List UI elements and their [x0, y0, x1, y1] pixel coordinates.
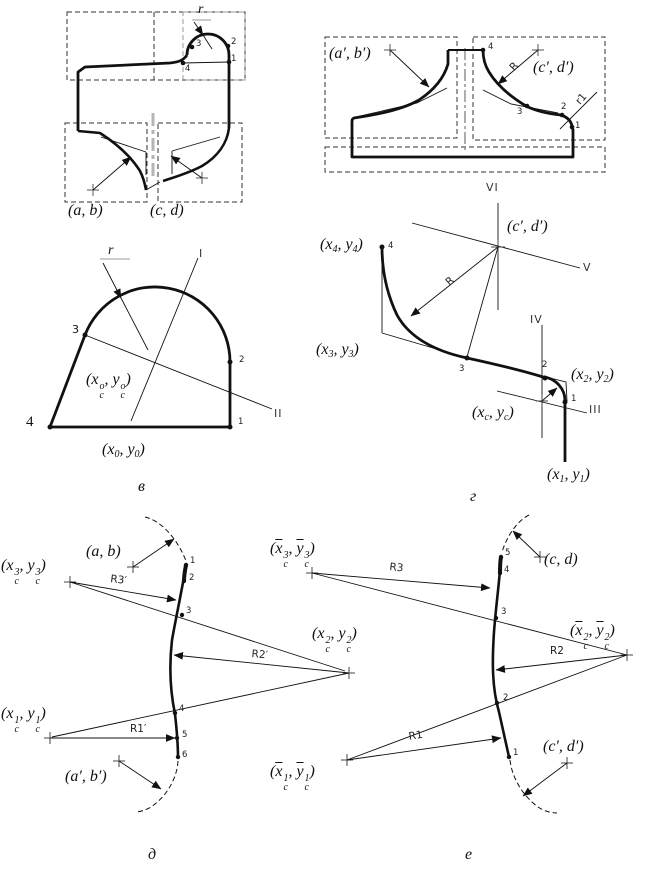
center-coords-label: (a′, b′) — [329, 45, 371, 62]
point-label: 5 — [505, 548, 511, 558]
arc-center-coords: ($\overline{x}$ 3 c , $\overline{y}$ 3 c ) — [270, 540, 315, 570]
radius-R-label: R — [507, 59, 522, 74]
arc-center-coords: (xc, yc) — [472, 404, 514, 423]
radius-R-label: R — [443, 274, 457, 289]
point-label: 1 — [231, 54, 237, 64]
point-label: 4 — [26, 414, 34, 430]
center-coords-label: (c′, d′) — [543, 738, 584, 755]
point-coords: (x4, y4) — [320, 236, 363, 255]
point-label: 3 — [186, 606, 192, 616]
radius-R3-label: R3 — [388, 561, 405, 575]
axis-VI-label: VI — [486, 181, 499, 194]
radius-r1-label: r1 — [573, 90, 590, 108]
point-label: 4 — [504, 565, 510, 575]
figure-g-fillet — [380, 203, 588, 462]
figure-e-spline — [306, 515, 633, 813]
arc-center-coords: (x 3 c , y 3 c ) — [1, 557, 46, 587]
point-label: 2 — [231, 37, 237, 47]
dashed-arc-bottom — [510, 760, 557, 813]
point-label: 2 — [542, 360, 548, 370]
point-label: 5 — [182, 730, 188, 740]
detail-boxes — [65, 12, 245, 202]
spline-curve — [493, 557, 509, 757]
point-label: 1 — [238, 417, 244, 427]
point-coords: (x3, y3) — [316, 341, 359, 360]
point-label: 6 — [182, 750, 188, 760]
axis-V-label: V — [583, 261, 592, 274]
arc-center-coords: ($\overline{x}$ 1 c , $\overline{y}$ 1 c ) — [270, 763, 315, 793]
point-label: 3 — [501, 607, 507, 617]
right-flank-curve — [163, 128, 229, 181]
arc-center-coords: (x 2 c , y 2 c ) — [312, 625, 357, 655]
center-coords-label: (c, d) — [150, 202, 184, 219]
point-coords: (x2, y2) — [571, 366, 614, 385]
radius-R2-label: R2′ — [251, 648, 269, 662]
figure-caption: е — [465, 846, 473, 863]
small-radius-arrow — [542, 388, 557, 401]
figure-v-dome — [48, 258, 273, 430]
point-label: 4 — [388, 241, 394, 251]
center-coords-label: (a, b) — [68, 202, 103, 219]
figure-a-head-profile — [65, 12, 245, 202]
radius-R1-label: R1′ — [130, 723, 147, 735]
profile-points — [48, 333, 233, 430]
point-label: 4 — [185, 64, 191, 74]
radius-lines — [312, 531, 627, 796]
center-crosses — [44, 561, 355, 767]
corner-arc — [543, 377, 565, 462]
point-label: 2 — [503, 693, 509, 703]
point-label: 2 — [189, 573, 195, 583]
profile-outline — [78, 55, 187, 131]
radius-R2-label: R2 — [550, 645, 564, 657]
point-label: 2 — [239, 355, 245, 365]
center-coords-label: (c′, d′) — [507, 218, 548, 235]
point-label: 1 — [513, 748, 519, 758]
point-label: 3 — [196, 39, 202, 49]
spline-thick-cap — [500, 557, 501, 573]
axis-IV-label: IV — [530, 313, 543, 326]
spline-thick-cap — [184, 565, 186, 581]
point-label: 3 — [72, 323, 79, 336]
construction-lines — [101, 62, 229, 175]
origin-coords: (x0, y0) — [102, 441, 145, 460]
radius-lines — [50, 539, 349, 789]
point-label: 4 — [488, 42, 494, 52]
point-label: 3 — [459, 364, 465, 374]
point-label: 2 — [561, 102, 567, 112]
point-label: 1 — [575, 121, 581, 131]
point-label: 4 — [179, 704, 185, 714]
center-coords-label: (c′, d′) — [533, 59, 574, 76]
radius-R1-label: R1 — [407, 728, 424, 743]
point-label: 3 — [517, 107, 523, 117]
point-label: 1 — [190, 556, 196, 566]
curve-outline — [382, 247, 543, 377]
axis-III-label: III — [589, 403, 602, 416]
point-label: 1 — [571, 394, 577, 404]
radius-r-label: r — [198, 2, 204, 17]
center-to-p3 — [467, 247, 498, 357]
figure-caption: в — [138, 478, 145, 495]
axis-II-label: II — [274, 407, 283, 420]
center-coords-label: (a, b) — [86, 543, 121, 560]
axis-I-label: I — [199, 247, 204, 260]
figure-caption: д — [148, 846, 157, 863]
radius-R3-label: R3′ — [109, 573, 128, 587]
point-coords: (x1, y1) — [547, 466, 590, 485]
center-coords-label: (a′, b′) — [65, 768, 107, 785]
arc-center-coords: (x 1 c , y 1 c ) — [1, 705, 46, 735]
center-crosses — [87, 172, 208, 196]
center-coords-label: (c, d) — [544, 551, 578, 568]
left-flank-curve — [78, 131, 146, 190]
arc-center-coords: ($\overline{x}$ 2 c , $\overline{y}$ 2 c ) — [570, 622, 615, 652]
axis-lines — [412, 203, 587, 438]
figure-caption: г — [470, 488, 477, 505]
arc-center-coords: (x o c , y o c ) — [86, 371, 131, 401]
radius-r-label: r — [108, 243, 114, 258]
